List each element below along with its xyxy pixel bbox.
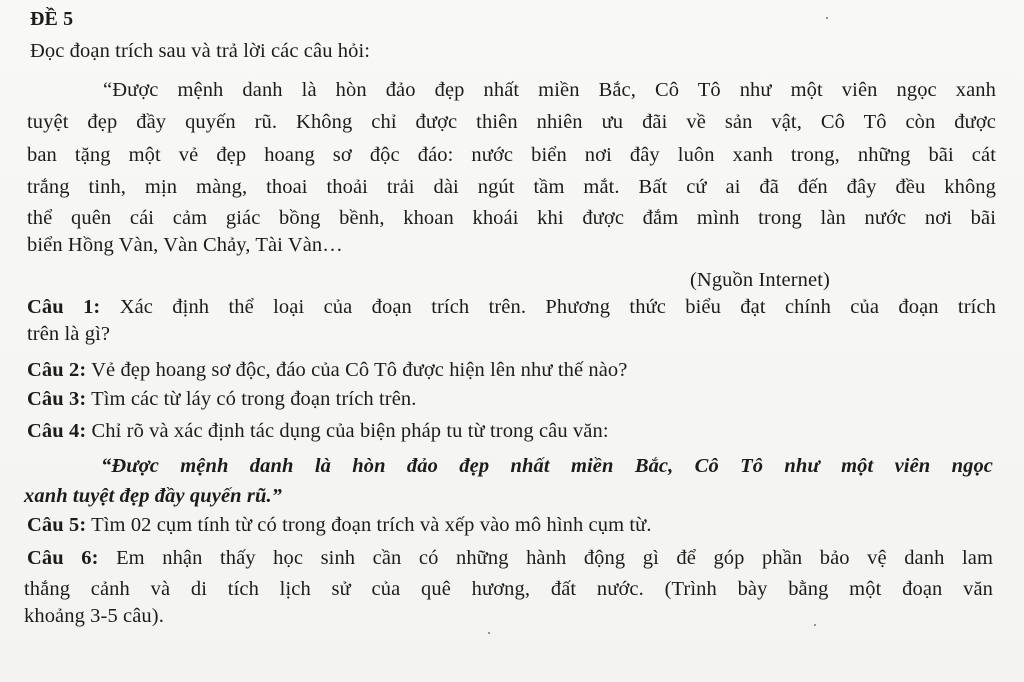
- scan-speck: [826, 17, 828, 19]
- question-1-label: Câu 1:: [27, 296, 101, 318]
- question-5: [27, 513, 652, 537]
- question-6: [27, 546, 993, 570]
- question-3: [27, 387, 416, 411]
- question-6-text: Em nhận thấy học sinh cần có những hành động gì để góp phần bảo vệ danh lam: [116, 547, 993, 569]
- question-6-label: Câu 6:: [27, 547, 99, 569]
- instruction-text: Đọc đoạn trích sau và trả lời các câu hỏi:: [30, 40, 371, 62]
- exam-title: ĐỀ 5: [30, 8, 74, 30]
- source-note: (Nguồn Internet): [690, 269, 830, 291]
- scan-speck: [488, 632, 490, 634]
- question-2-text: Vẻ đẹp hoang sơ độc, đáo của Cô Tô được hiện lên như thế nào?: [91, 359, 628, 381]
- question-5-text: Tìm 02 cụm tính từ có trong đoạn trích và xếp vào mô hình cụm từ.: [91, 514, 652, 536]
- question-4-text: Chỉ rõ và xác định tác dụng của biện pháp tu từ trong câu văn:: [91, 420, 609, 442]
- passage-line-6: biển Hồng Vàn, Vàn Chảy, Tài Vàn…: [27, 234, 343, 256]
- question-4-quote-line-2: xanh tuyệt đẹp đầy quyến rũ.”: [24, 485, 283, 507]
- passage-line-4: trắng tinh, mịn màng, thoai thoải trải dài ngút tầm mắt. Bất cứ ai đã đến đây đều không: [27, 176, 996, 198]
- question-1-text-continued: trên là gì?: [27, 323, 111, 345]
- question-1-text: Xác định thể loại của đoạn trích trên. Phương thức biểu đạt chính của đoạn trích: [119, 296, 996, 318]
- scan-speck: [814, 624, 816, 626]
- question-2: [27, 358, 627, 382]
- passage-line-2: tuyệt đẹp đầy quyến rũ. Không chỉ được thiên nhiên ưu đãi về sản vật, Cô Tô còn được: [27, 111, 996, 133]
- question-5-label: Câu 5:: [27, 514, 87, 536]
- question-6-text-continued: thắng cảnh và di tích lịch sử của quê hương, đất nước. (Trình bày bằng một đoạn văn: [24, 578, 993, 600]
- question-3-text: Tìm các từ láy có trong đoạn trích trên.: [91, 388, 417, 410]
- question-2-label: Câu 2:: [27, 359, 87, 381]
- question-4: [27, 419, 609, 443]
- passage-line-3: ban tặng một vẻ đẹp hoang sơ độc đáo: nước biển nơi đây luôn xanh trong, những bãi cát: [27, 144, 996, 166]
- question-1: [27, 295, 996, 319]
- question-6-text-end: khoảng 3-5 câu).: [24, 605, 164, 627]
- passage-line-1: “Được mệnh danh là hòn đảo đẹp nhất miền Bắc, Cô Tô như một viên ngọc xanh: [103, 79, 996, 101]
- question-4-label: Câu 4:: [27, 420, 87, 442]
- question-3-label: Câu 3:: [27, 388, 87, 410]
- passage-line-5: thể quên cái cảm giác bồng bềnh, khoan khoái khi được đắm mình trong làn nước nơi bãi: [27, 207, 996, 229]
- question-4-quote-line-1: “Được mệnh danh là hòn đảo đẹp nhất miền Bắc, Cô Tô như một viên ngọc: [101, 455, 993, 477]
